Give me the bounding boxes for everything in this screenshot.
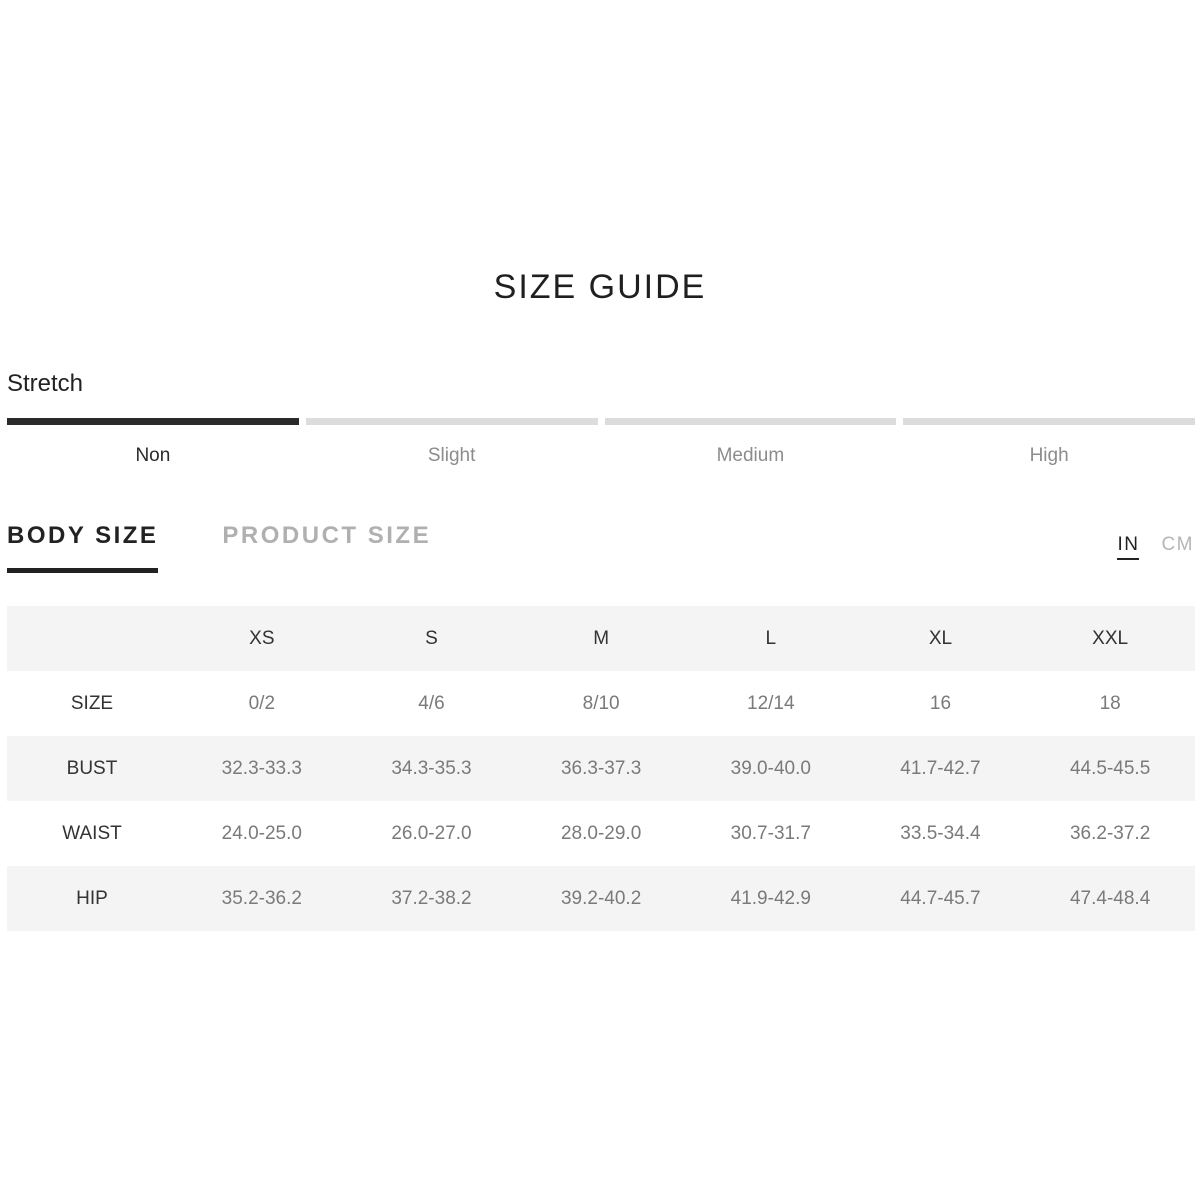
stretch-level-label: Medium [716, 445, 785, 466]
column-header: S [425, 627, 438, 649]
table-cell: 8/10 [582, 692, 620, 714]
table-cell: 32.3-33.3 [221, 757, 302, 779]
table-cell: 26.0-27.0 [391, 822, 472, 844]
table-cell: 35.2-36.2 [221, 887, 302, 909]
stretch-level-slight [306, 418, 598, 467]
unit-in-button[interactable]: IN [1117, 534, 1139, 560]
size-table [7, 606, 1195, 931]
row-label: BUST [66, 757, 118, 779]
stretch-scale [7, 418, 1195, 467]
table-cell: 47.4-48.4 [1069, 887, 1151, 909]
table-cell: 24.0-25.0 [221, 822, 302, 844]
unit-cm-button[interactable]: CM [1161, 534, 1194, 555]
column-header: L [765, 627, 777, 649]
unit-toggle [1117, 534, 1194, 560]
row-label: HIP [76, 887, 108, 909]
stretch-level-label: High [1029, 445, 1069, 466]
table-cell: 0/2 [248, 692, 276, 714]
table-cell: 16 [929, 692, 952, 714]
column-header: XL [928, 627, 953, 649]
table-row [7, 736, 1195, 801]
stretch-bar-slight [306, 418, 598, 425]
table-cell: 36.2-37.2 [1069, 822, 1151, 844]
table-cell: 33.5-34.4 [900, 822, 981, 844]
column-header: M [593, 627, 610, 649]
stretch-bar-non [7, 418, 299, 425]
row-label: WAIST [62, 822, 122, 844]
table-cell: 44.5-45.5 [1069, 757, 1151, 779]
table-cell: 12/14 [747, 692, 795, 714]
stretch-label: Stretch [7, 370, 84, 397]
header-corner-cell [7, 606, 177, 671]
tab-product-size[interactable]: PRODUCT SIZE [222, 522, 432, 549]
table-row [7, 866, 1195, 931]
table-cell: 39.2-40.2 [560, 887, 642, 909]
table-cell: 39.0-40.0 [730, 757, 811, 779]
table-cell: 30.7-31.7 [730, 822, 811, 844]
stretch-bar-high [903, 418, 1195, 425]
page-title: SIZE GUIDE [493, 268, 707, 306]
size-tabs [7, 522, 431, 573]
stretch-level-non [7, 418, 299, 467]
table-cell: 4/6 [418, 692, 445, 714]
table-cell: 18 [1099, 692, 1121, 714]
table-cell: 34.3-35.3 [391, 757, 472, 779]
stretch-bar-medium [605, 418, 897, 425]
table-cell: 44.7-45.7 [900, 887, 981, 909]
tab-body-size[interactable]: BODY SIZE [7, 522, 158, 573]
table-cell: 28.0-29.0 [560, 822, 642, 844]
table-header-row [7, 606, 1195, 671]
column-header: XXL [1092, 627, 1129, 649]
table-cell: 41.9-42.9 [730, 887, 811, 909]
stretch-level-label: Slight [427, 445, 476, 466]
column-header: XS [249, 627, 275, 649]
row-label: SIZE [70, 692, 114, 714]
table-row [7, 801, 1195, 866]
table-row [7, 671, 1195, 736]
table-cell: 37.2-38.2 [391, 887, 472, 909]
stretch-level-high [903, 418, 1195, 467]
table-cell: 36.3-37.3 [560, 757, 642, 779]
stretch-level-label: Non [135, 445, 171, 466]
table-cell: 41.7-42.7 [900, 757, 981, 779]
stretch-level-medium [605, 418, 897, 467]
